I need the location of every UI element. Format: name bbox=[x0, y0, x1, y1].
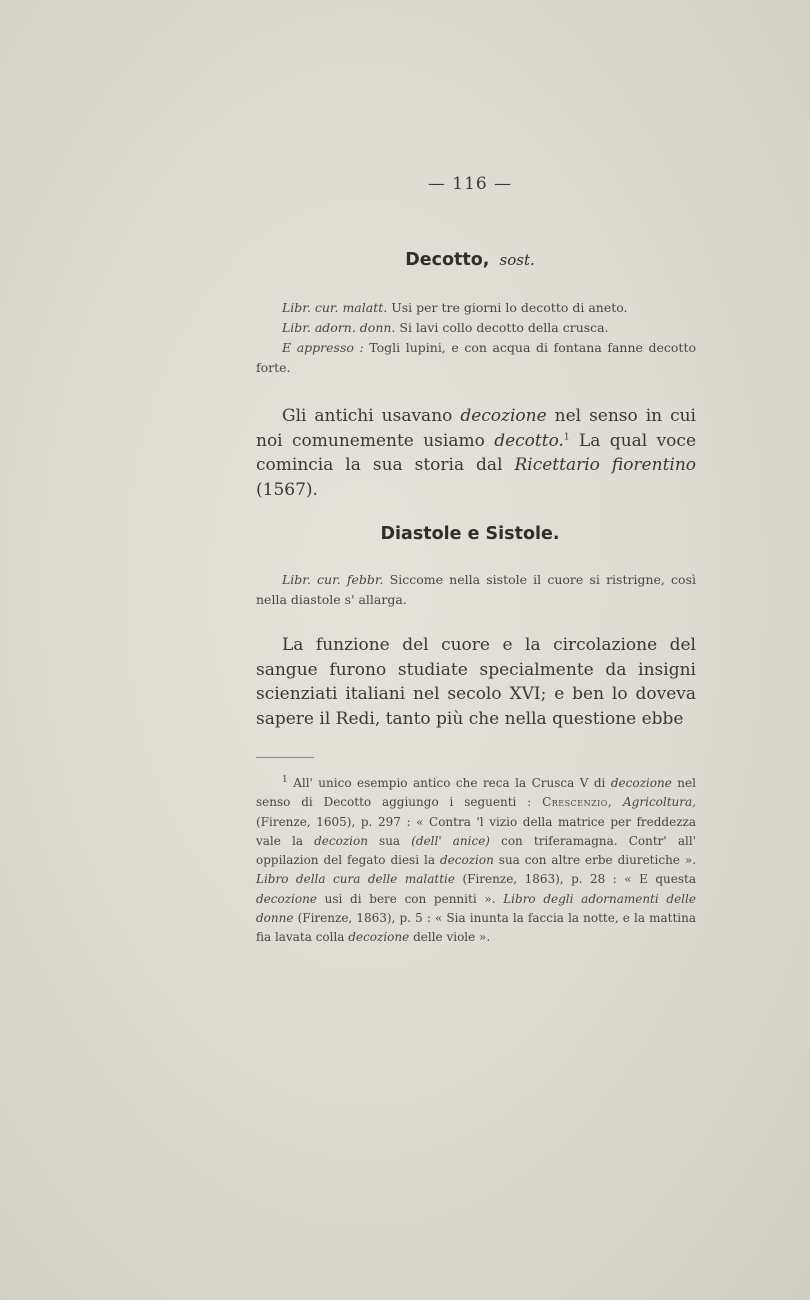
text-run-italic: Libro della cura delle malattie bbox=[256, 872, 455, 887]
quote-text: Togli lupini, e con acqua di fontana fanne decotto forte. bbox=[256, 340, 696, 375]
text-run: nel senso in cui noi comunemente usiamo bbox=[256, 406, 696, 451]
heading-title: Decotto, bbox=[405, 250, 490, 270]
text-run-italic: decozione bbox=[610, 776, 672, 790]
quote-line bbox=[256, 338, 696, 378]
text-run-italic: Agricoltura, bbox=[623, 795, 696, 810]
page-number: — 116 — bbox=[427, 174, 513, 194]
text-run: usi di bere con penniti ». bbox=[324, 891, 496, 906]
quote-source: Libr. adorn. donn. bbox=[282, 320, 396, 335]
footnote-marker: 1 bbox=[563, 431, 570, 442]
section-heading-diastole bbox=[0, 524, 810, 544]
text-run: con triferamagna. Contr' all' oppilazion del fegato diesi la bbox=[256, 833, 696, 868]
quote-text: Siccome nella sistole il cuore si ristrigne, così nella diastole s' allarga. bbox=[256, 572, 696, 607]
text-run: nel senso di Decotto aggiungo i seguenti : bbox=[256, 776, 696, 810]
quote-line bbox=[256, 298, 696, 318]
text-run-italic: (dell' anice) bbox=[411, 833, 490, 848]
text-run-italic: Ricettario fiorentino bbox=[514, 455, 697, 475]
footnote-divider bbox=[256, 757, 314, 758]
footnote-number: 1 bbox=[282, 775, 288, 785]
text-run: delle viole ». bbox=[413, 930, 491, 945]
quote-block-decotto bbox=[256, 298, 696, 378]
text-run-italic: decozion bbox=[314, 833, 368, 848]
quote-source: Libr. cur. febbr. bbox=[282, 572, 384, 587]
quote-source: Libr. cur. malatt. bbox=[282, 300, 388, 315]
quote-line bbox=[256, 318, 696, 338]
heading-title: Diastole e Sistole. bbox=[380, 524, 560, 544]
text-run: sua con altre erbe diuretiche ». bbox=[498, 853, 697, 868]
quote-source: E appresso : bbox=[282, 340, 364, 355]
text-run-italic: Libro degli adornamenti delle donne bbox=[256, 891, 696, 926]
text-run: La qual voce comincia la sua storia dal bbox=[256, 430, 697, 475]
paragraph-diastole bbox=[256, 633, 696, 731]
author-name: Crescenzio, bbox=[542, 795, 613, 810]
text-run: (1567). bbox=[256, 479, 318, 500]
text-run-italic: decotto. bbox=[494, 430, 564, 451]
text-run-italic: decozione bbox=[460, 406, 547, 426]
quote-block-diastole bbox=[256, 570, 696, 610]
section-heading-decotto bbox=[0, 250, 810, 270]
text-run-italic: decozione bbox=[348, 930, 410, 945]
text-run: sua bbox=[379, 833, 401, 848]
quote-text: Usi per tre giorni lo decotto di aneto. bbox=[391, 300, 628, 315]
footnote bbox=[256, 774, 696, 948]
text-run: Gli antichi usavano bbox=[282, 406, 453, 426]
text-run: (Firenze, 1605), p. 297 : « Contra 'l vizio della matrice per freddezza vale la bbox=[256, 814, 696, 848]
heading-subtitle: sost. bbox=[499, 251, 535, 269]
quote-line bbox=[256, 570, 696, 610]
text-run: All' unico esempio antico che reca la Crusca V di bbox=[293, 776, 606, 790]
text-run: (Firenze, 1863), p. 28 : « E questa bbox=[462, 872, 696, 887]
paragraph-text: La funzione del cuore e la circolazione del sangue furono studiate specialmente da insigni scienziati italiani nel secolo XVI; e ben lo doveva sapere il Redi, tanto più che nella questione ebbe bbox=[256, 635, 696, 729]
text-run-italic: decozione bbox=[256, 891, 317, 906]
text-run-italic: decozion bbox=[439, 853, 494, 868]
text-run: (Firenze, 1863), p. 5 : « Sia inunta la faccia la notte, e la mattina fia lavata colla bbox=[256, 911, 696, 945]
paragraph-decotto bbox=[256, 404, 696, 502]
quote-text: Si lavi collo decotto della crusca. bbox=[399, 320, 609, 335]
